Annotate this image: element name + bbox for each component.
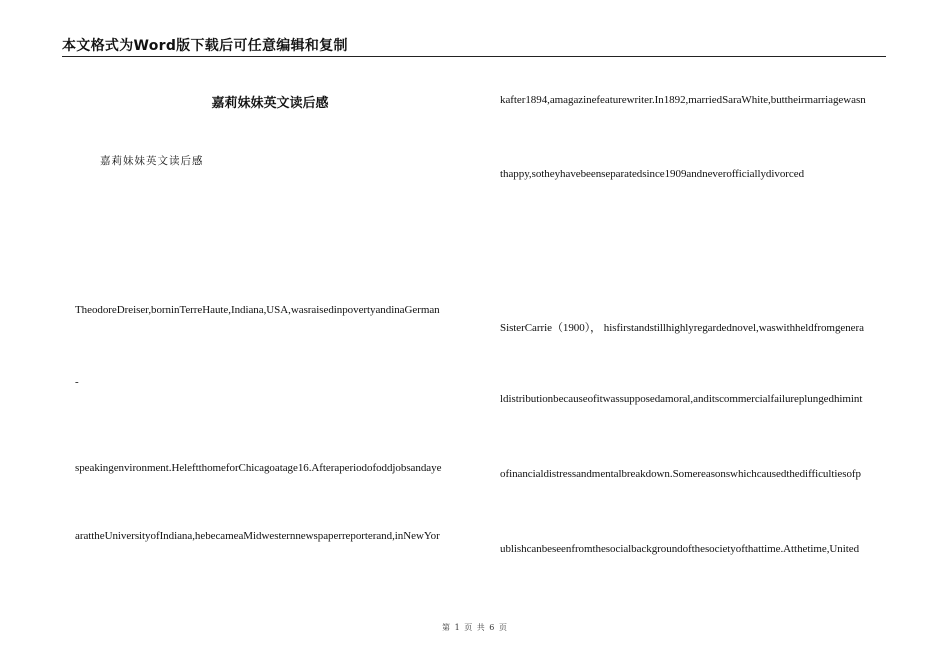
body-line: ublishcanbeseenfromthesocialbackgroundofthesocietyofthattime.Atthetime,United	[500, 543, 860, 555]
body-line: arattheUniversityofIndiana,hebecameaMidwesternnewspaperreporterand,inNewYor	[75, 530, 440, 542]
page-footer: 第 1 页 共 6 页	[442, 623, 508, 632]
right-column	[500, 0, 890, 672]
body-line: ldistributionbecauseofitwassupposedamoral,anditscommercialfailureplungedhimint	[500, 393, 863, 405]
body-line: thappy,sotheyhavebeenseparatedsince1909andneverofficiallydivorced	[500, 168, 805, 180]
header-text: 本文格式为Word版下载后可任意编辑和复制	[62, 38, 348, 54]
body-line: SisterCarrie（1900）， hisfirstandstillhighlyregardednovel,waswithheldfromgenera	[500, 322, 864, 334]
body-line: ofinancialdistressandmentalbreakdown.Somereasonswhichcausedthedifficultiesofp	[500, 468, 861, 480]
left-column	[75, 0, 465, 672]
body-line: kafter1894,amagazinefeaturewriter.In1892,marriedSaraWhite,buttheirmarriagewasn	[500, 94, 866, 106]
body-line: speakingenvironment.HeleftthomeforChicagoatage16.Afteraperiodofoddjobsandaye	[75, 462, 442, 474]
document-title: 嘉莉妹妹英文读后感	[211, 96, 329, 111]
body-line: -	[75, 376, 79, 388]
document-subtitle: 嘉莉妹妹英文读后感	[100, 155, 204, 167]
body-line: TheodoreDreiser,borninTerreHaute,Indiana,USA,wasraisedinpovertyandinaGerman	[75, 304, 440, 316]
